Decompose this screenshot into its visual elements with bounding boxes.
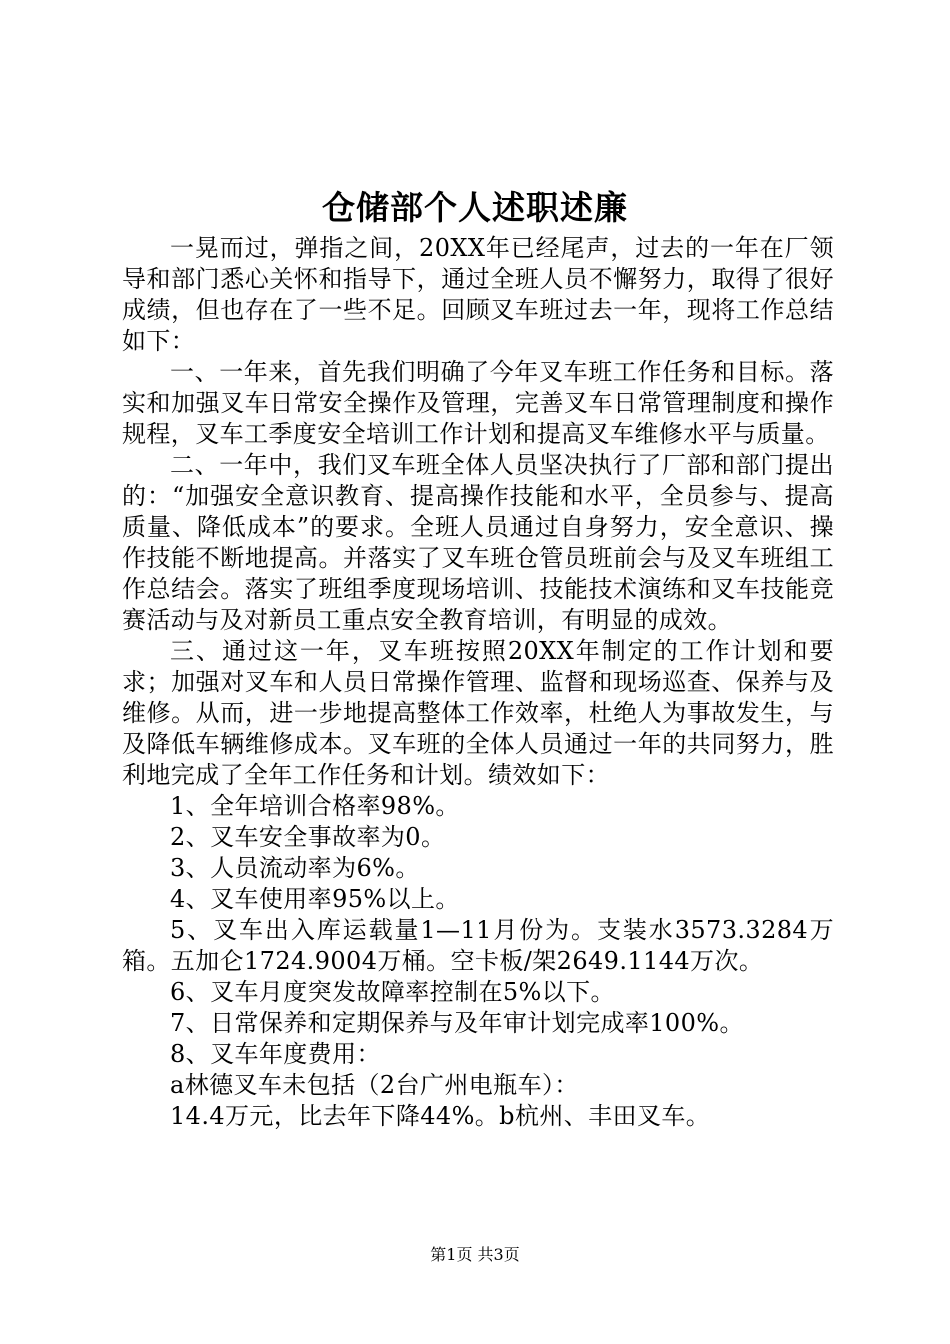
list-item: 1、全年培训合格率98%。 [170,792,460,820]
list-item: 3、人员流动率为6%。 [170,854,420,882]
paragraph-section-1: 一、一年来，首先我们明确了今年叉车班工作任务和目标。落实和加强叉车日常安全操作及管理，完善叉车日常管理制度和操作规程，叉车工季度安全培训工作计划和提高叉车维修水平与质量。 [122,358,834,448]
paragraph-section-2: 二、一年中，我们叉车班全体人员坚决执行了厂部和部门提出的：“加强安全意识教育、提高操作技能和水平，全员参与、提高质量、降低成本”的要求。全班人员通过自身努力，安全意识、操作技能不断地提高。并落实了叉车班仓管员班前会与及叉车班组工作总结会。落实了班组季度现场培训、技能技术演练和叉车技能竞赛活动与及对新员工重点安全教育培训，有明显的成效。 [122,451,834,634]
document-body [122,233,834,1132]
list-item: 8、叉车年度费用： [170,1040,381,1068]
list-item: 7、日常保养和定期保养与及年审计划完成率100%。 [170,1009,744,1037]
paragraph-section-3: 三、通过这一年，叉车班按照20XX年制定的工作计划和要求；加强对叉车和人员日常操作管理、监督和现场巡查、保养与及维修。从而，进一步地提高整体工作效率，杜绝人为事故发生，与及降低车辆维修成本。叉车班的全体人员通过一年的共同努力，胜利地完成了全年工作任务和计划。绩效如下： [122,637,834,789]
page-footer [0,1244,950,1266]
list-item: 6、叉车月度突发故障率控制在5%以下。 [170,978,615,1006]
list-item: a林德叉车未包括（2台广州电瓶车）： [170,1071,579,1099]
list-item: 5、叉车出入库运载量1—11月份为。支装水3573.3284万箱。五加仑1724.9004万桶。空卡板/架2649.1144万次。 [122,916,834,975]
list-item: 4、叉车使用率95%以上。 [170,885,460,913]
list-item: 2、叉车安全事故率为0。 [170,823,446,851]
list-item: 14.4万元，比去年下降44%。b杭州、丰田叉车。 [170,1102,711,1130]
document-title: 仓储部个人述职述廉 [322,188,628,227]
paragraph-intro: 一晃而过，弹指之间，20XX年已经尾声，过去的一年在厂领导和部门悉心关怀和指导下，通过全班人员不懈努力，取得了很好成绩，但也存在了一些不足。回顾叉车班过去一年，现将工作总结如下： [122,234,834,355]
page-indicator: 第1页 共3页 [430,1245,520,1264]
